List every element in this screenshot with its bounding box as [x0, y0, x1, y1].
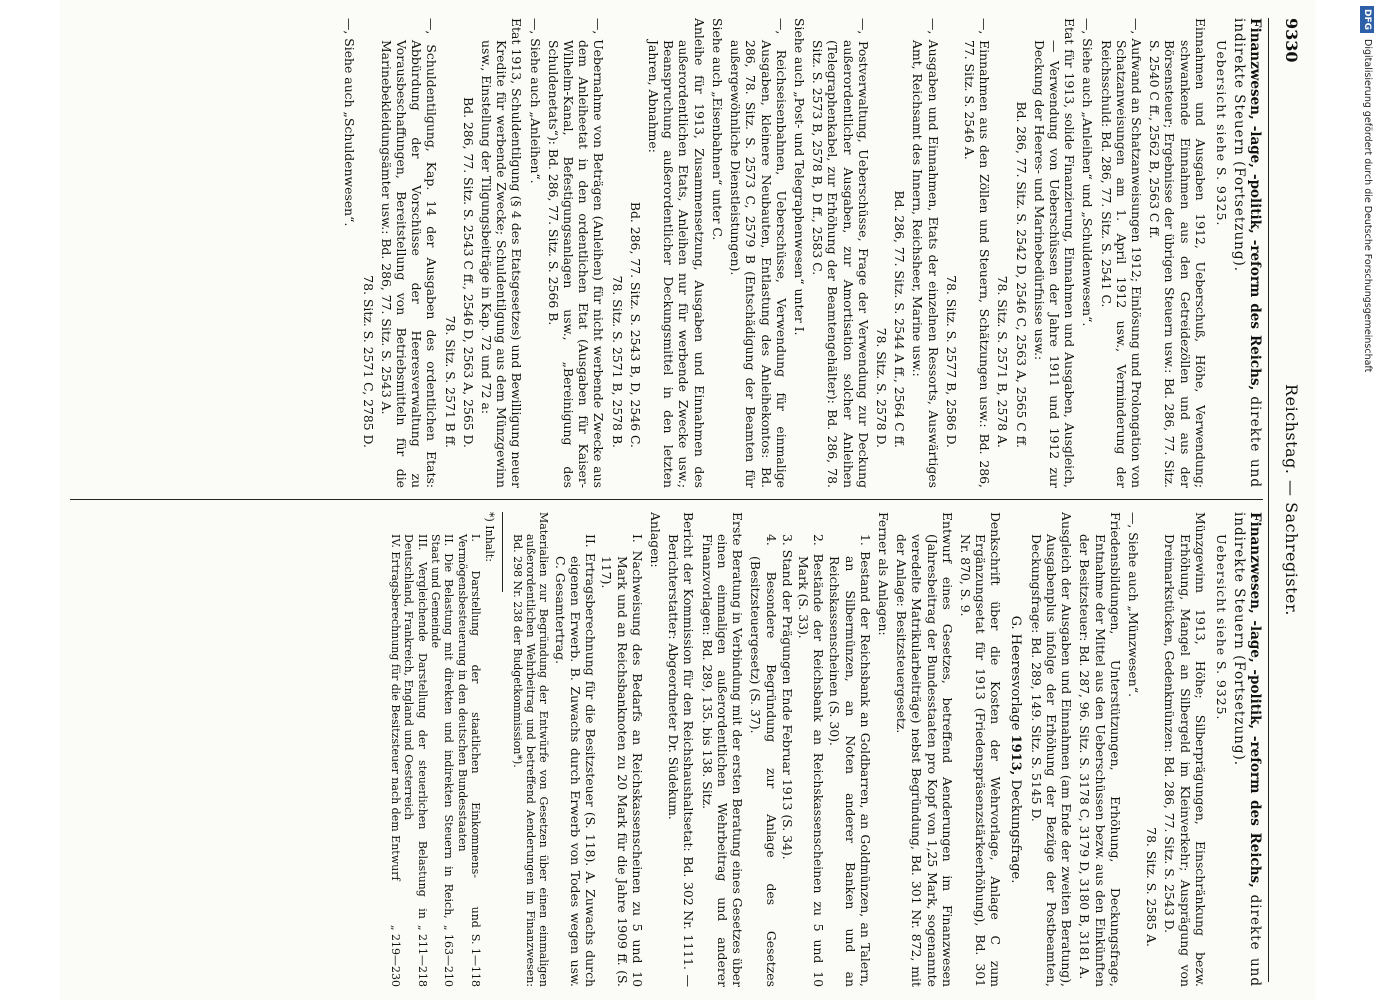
appendix-list-item: I. Nachweisung des Bedarfs an Reichskassenscheinen zu 5 und 10 Mark und an Reichsbanknoten zu 20 Mark für die Jahre 1909 ff. (S. 117).	[599, 534, 645, 987]
entry-reference: 78. Sitz. S. 2571 B, 2578 B.	[609, 275, 625, 448]
left-heading-light: direkte und indirekte Steuern (Fortsetzung).	[1231, 18, 1263, 488]
entry: —, Einnahmen aus den Zöllen und Steuern, Schätzungen usw.: Bd. 286, 77. Sitz. S. 2546 A.	[961, 18, 993, 488]
right-subheading: Uebersicht siehe S. 9325.	[1214, 534, 1229, 721]
entry: —, Siehe auch „Münzwesen“.	[1125, 512, 1141, 698]
section-heading-prefix: G. Heeresvorlage	[1007, 615, 1023, 731]
entry: Erste Beratung in Verbindung mit der ersten Beratung eines Gesetzes über einen einmaligen außerordentlichen Wehrbeitrag und anderer Finanzvorlagen: Bd. 289, 135. bis 138. Sitz.	[699, 512, 746, 987]
entry: —, Siehe auch „Anleihen“ und „Schuldenwesen“.	[1080, 18, 1096, 327]
entry-reference: 78. Sitz. S. 2571 B, 2578 A.	[995, 275, 1011, 448]
digitization-credit	[1357, 6, 1377, 996]
footnote-row-text: II. Die Belastung mit direkten und indirekten Steuern in Reich, Staat und Gemeinde	[429, 534, 456, 919]
entry: —, Aufwand an Schatzanweisungen 1912; Einlösung und Prolongation von Schatzanweisungen am 1. April 1912 usw., Verminderung der Reichsschuld: Bd. 286, 77. Sitz. S. 2541 C.	[1098, 18, 1144, 488]
footnote-row-pages: „ 163—210	[442, 924, 456, 987]
right-heading	[1231, 512, 1263, 987]
entry: —, Uebernahme von Beträgen (Anleihen) für nicht werbende Zwecke aus dem Anleiheetat in den ordentlichen Etat (Ausgaben für Kaiser-Wilhelm-Kanal, Befestigungsanlagen usw., „Bereinigung des Schuldenetats“): Bd. 286, 77. Sitz. S. 2566 B.	[545, 18, 607, 488]
entry-reference: 78. Sitz. S. 2585 A.	[1144, 827, 1160, 947]
footnote-row	[402, 512, 429, 987]
footnote-row-text: III. Vergleichende Darstellung der steuerlichen Belastung in Deutschland, Frankreich, England und Oesterreich	[402, 534, 429, 919]
left-subheading: Uebersicht siehe S. 9325.	[1214, 40, 1229, 227]
entry: Denkschrift über die Kosten der Wehrvorlage, Anlage C zum Ergänzungsetat für 1913 (Friedenspräsenzstärkeerhöhung), Bd. 301 Nr. 870, S. 9.	[957, 512, 1004, 987]
footnote-row-pages: S. 1—118	[469, 933, 483, 987]
section-heading-suffix: Deckungsfrage.	[1007, 779, 1023, 884]
dfg-logo: DFG	[1360, 6, 1374, 33]
footnote-row	[388, 512, 401, 987]
page-content-rotated	[60, 0, 1315, 1000]
entry: —, Schuldentilgung, Kap. 14 der Ausgaben des ordentlichen Etats: Abbürdung der Vorschüsse der Heeresverwaltung zu Vorausbeschaffungen, Bereitstellung von Betriebsmitteln für die Marinebekleidungsämter usw.: Bd. 286, 77. Sitz. S. 2543 A.	[378, 18, 440, 488]
entry-reference: Bd. 286, 77. Sitz. S. 2543 C ff., 2546 D, 2563 A, 2565 D.	[460, 97, 476, 448]
annex-list-item: 4. Besondere Begründung zur Anlage des Gesetzes (Besitzsteuergesetz) (S. 37).	[748, 534, 779, 987]
entry: Materialien zur Begründung der Entwürfe von Gesetzen über einen einmaligen außerordentlichen Wehrbeitrag und betreffend Aenderungen im Finanzwesen: Bd. 298 Nr. 238 der Budgetkommission*).	[510, 512, 550, 987]
right-heading-light: direkte und indirekte Steuern (Fortsetzung).	[1231, 512, 1263, 987]
credit-text: Digitalisierung gefördert durch die Deutsche Forschungsgemeinschaft	[1362, 39, 1373, 373]
entry-reference: 78. Sitz. S. 2571 B ff.	[442, 315, 458, 448]
entry: Friedensbildungen, Unterstützungen, Erhöhung, Deckungsfrage, Entnahme der Mittel aus den Ueberschüssen bezw. aus den Einkünften der Besitzsteuer: Bd. 287, 96. Sitz. S. 3178 C, 3179 D, 3180 B, 3181 A.	[1077, 512, 1123, 987]
entry-reference: 78. Sitz. S. 2578 D.	[873, 327, 889, 448]
entry: Bericht der Kommission für den Reichshaushaltsetat: Bd. 302 Nr. 1111. — Berichterstatter: Abgeordneter Dr. Südekum.	[666, 512, 697, 987]
footnote	[388, 512, 495, 987]
entry: Siehe auch „Post- und Telegraphenwesen“ unter I.	[791, 18, 807, 336]
left-heading-bold: Finanzwesen, -lage, -politik, -reform des Reichs,	[1247, 18, 1263, 391]
entry: —, Ausgaben und Einnahmen, Etats der einzelnen Ressorts, Auswärtiges Amt, Reichsamt des Innern, Reichsheer, Marine usw.:	[910, 18, 941, 488]
entry: —, Postverwaltung, Ueberschüsse, Frage der Verwendung zur Deckung außerordentlicher Ausgaben, zur Amortisation solcher Anleihen (Telegraphenkabel, zur Erhöhung der Beamtengehälter): Bd. 286, 78. Sitz. S. 2573 B, 2578 B, D ff., 2583 C.	[810, 18, 871, 488]
right-heading-bold: Finanzwesen, -lage, -politik, -reform des Reichs,	[1247, 512, 1263, 888]
entry: Münzgewinn 1913, Höhe; Silberprägungen, Einschränkung bezw. Erhöhung, Mangel an Silbergeld im Kleinverkehr; Ausprägung von Dreimarkstücken, Gedenkmünzen: Bd. 286, 77. Sitz. S. 2543 D.	[1162, 512, 1208, 987]
annex-list-item: 1. Bestand der Reichsbank an Goldbarren, an Goldmünzen, an Talern, an Silbermünzen, an Noten anderer Banken und an Reichskassenscheinen (S. 30).	[827, 534, 873, 987]
entry: Entwurf eines Gesetzes, betreffend Aenderungen im Finanzwesen (Jahresbeitrag der Bundesstaaten pro Kopf von 1,25 Mark, sogenannte veredelte Matrikularbeiträge) nebst Begründung, Bd. 301 Nr. 872, mit der Anlage: Besitzsteuergesetz.	[894, 512, 955, 987]
appendix-list	[553, 534, 645, 987]
entry-reference: Bd. 286, 77. Sitz. S. 2542 D, 2546 C, 2563 A, 2565 C ff.	[1013, 101, 1029, 448]
footnote-row-text: I. Darstellung der staatlichen Einkommens- und Vermögensbesteuerung in den deutschen Bundesstaaten	[455, 534, 483, 928]
entry: Einnahmen und Ausgaben 1912, Ueberschuß, Höhe, Verwendung; schwankende Einnahmen aus den Getreidezöllen und aus der Börsensteuer; Ergebnisse der übrigen Steuern usw.: Bd. 286, 77. Sitz. S. 2540 C ff., 2562 B, 2563 C ff.	[1147, 18, 1208, 488]
running-head: Reichstag. — Sachregister.	[1282, 384, 1301, 616]
entry: Anlagen:	[648, 512, 664, 568]
footnote-row-pages: „ 211—218	[415, 924, 429, 987]
annex-list-item: 2. Bestände der Reichsbank an Reichskassenscheinen zu 5 und 10 Mark (S. 33).	[795, 534, 827, 987]
entry: Etat für 1913, solide Finanzierung, Einnahmen und Ausgaben, Ausgleich, — Verwendung von Ueberschüssen der Jahre 1911 und 1912 zur Deckung der Heeres- und Marinebedürfnisse usw.:	[1031, 18, 1078, 488]
footnote-heading: *) Inhalt:	[482, 512, 496, 563]
column-divider	[70, 499, 1263, 500]
left-heading	[1231, 18, 1263, 488]
entry-reference: 78. Sitz. S. 2577 B, 2586 D.	[943, 275, 959, 448]
footnote-row-pages: „ 219—230	[388, 924, 402, 987]
page-header	[1271, 18, 1311, 982]
entry: Siehe auch „Eisenbahnen“ unter C.	[709, 18, 725, 241]
entry: Ausgleich der Ausgaben und Einnahmen (am Ende der zweiten Beratung), Ausgabenplus infolge der Erhöhung der Bezüge der Postbeamten, Deckungsfrage: Bd. 289, 149. Sitz. S. 5145 D.	[1028, 512, 1075, 987]
page-number: 9330	[1282, 18, 1301, 63]
entry-reference: Bd. 286, 77. Sitz. S. 2544 A ff., 2564 C ff.	[892, 190, 908, 448]
section-heading-year: 1913,	[1007, 734, 1023, 776]
footnote-row	[429, 512, 456, 987]
footnote-row-text: IV. Ertragsberechnung für die Besitzsteuer nach dem Entwurf	[388, 534, 402, 881]
header-rule	[1268, 18, 1269, 982]
entry: Ferner als Anlagen:	[875, 512, 891, 636]
entry-reference: Bd. 286, 77. Sitz. S. 2543 B, D, 2546 C.	[627, 201, 643, 448]
appendix-list-item: II. Ertragsberechnung für die Besitzsteuer (S. 118). A. Zuwachs durch eigenen Erwerb. B. Zuwachs durch Erwerb von Todes wegen usw. C. Gesamtertrag.	[552, 534, 599, 987]
footnote-rule	[502, 512, 503, 592]
section-heading	[1007, 512, 1022, 987]
entry: Anleihe für 1913, Zusammensetzung, Ausgaben und Einnahmen des außerordentlichen Etats, Anleihen nur für werbende Zwecke usw.; Beanspruchung außerordentlicher Deckungsmittel in den letzten Jahren, Abnahme:	[646, 18, 707, 488]
entry: —, Siehe auch „Schuldenwesen“.	[342, 18, 358, 227]
entry: —, Siehe auch „Anleihen“.	[527, 18, 543, 184]
annex-list	[748, 534, 873, 987]
annex-list-item: 3. Stand der Prägungen Ende Februar 1913 (S. 34).	[779, 534, 795, 860]
entry: —, Reichseisenbahnen, Ueberschüsse, Verwendung für einmalige Ausgaben, kleinere Neubauten, Entlastung des Anleihekontos: Bd. 286, 78. Sitz. S. 2573 C, 2579 B (Entschädigung der Beamten für außergewöhnliche Dienstleistungen).	[728, 18, 789, 488]
right-column	[68, 512, 1263, 987]
entry: Etat 1913, Schuldentilgung (§ 4 des Etatsgesetzes) und Bewilligung neuer Kredite für werbende Zwecke; Schuldentilgung aus dem Münzgewinn usw., Einstellung der Tilgungsbeiträge in Kap. 72 und 72 a:	[479, 18, 525, 488]
left-column	[68, 18, 1263, 488]
footnote-row	[455, 512, 482, 987]
entry-reference: 78. Sitz. S. 2571 C, 2785 D.	[360, 275, 376, 448]
